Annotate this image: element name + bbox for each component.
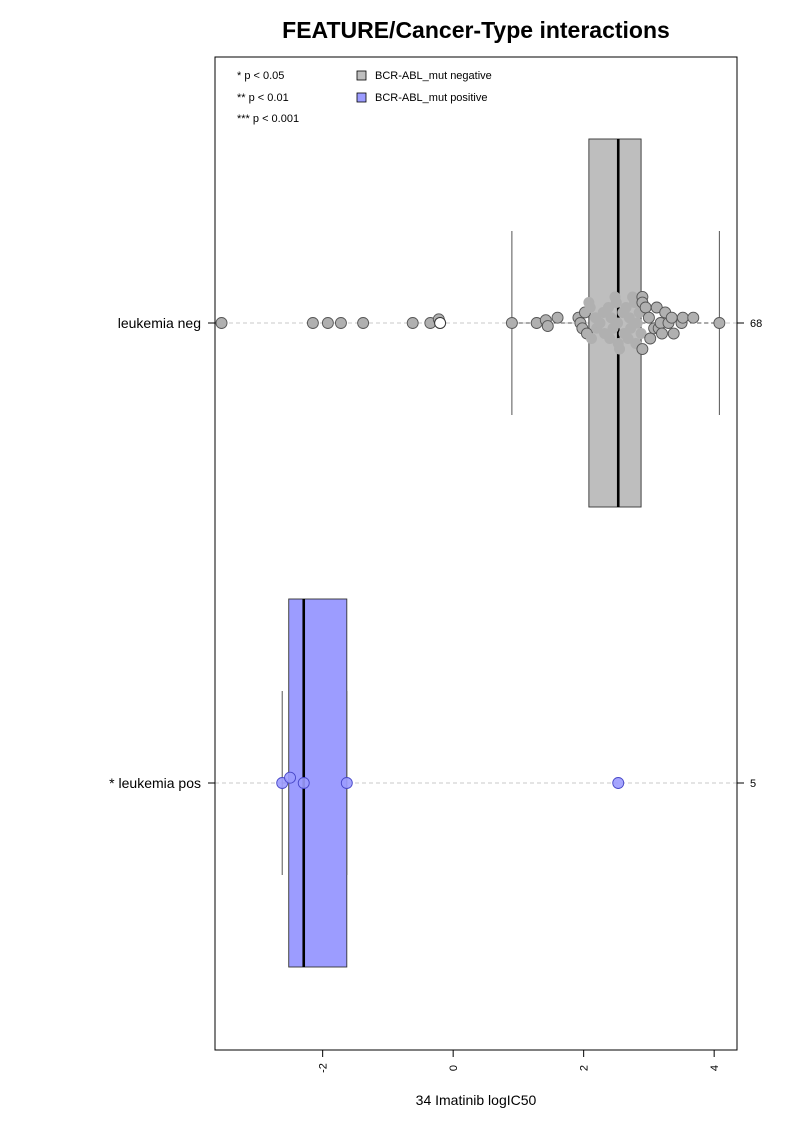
legend-label-positive: BCR-ABL_mut positive bbox=[375, 92, 488, 104]
data-point-positive bbox=[285, 772, 296, 783]
x-tick-label: -2 bbox=[317, 1063, 330, 1073]
data-point-negative bbox=[358, 318, 369, 329]
data-point-negative bbox=[216, 318, 227, 329]
data-point-negative bbox=[668, 328, 679, 339]
data-point-negative bbox=[322, 318, 333, 329]
x-tick-label: 0 bbox=[448, 1064, 461, 1072]
data-point-negative bbox=[632, 318, 643, 329]
data-point-negative bbox=[583, 297, 594, 308]
significance-legend bbox=[237, 70, 299, 125]
x-axis-label: 34 Imatinib logIC50 bbox=[415, 1092, 537, 1108]
data-point-negative bbox=[407, 318, 418, 329]
row-count-negative: 68 bbox=[750, 318, 763, 330]
row-label-negative: leukemia neg bbox=[117, 315, 201, 331]
x-tick-label: 4 bbox=[709, 1064, 722, 1072]
data-point-negative bbox=[688, 312, 699, 323]
data-point-positive bbox=[341, 778, 352, 789]
x-tick-label: 2 bbox=[578, 1064, 591, 1072]
sig-legend-item: *** p < 0.001 bbox=[237, 113, 300, 125]
data-point-negative bbox=[307, 318, 318, 329]
data-point-negative bbox=[594, 318, 605, 329]
data-point-negative bbox=[645, 333, 656, 344]
data-point-negative bbox=[612, 318, 623, 329]
data-point-negative bbox=[611, 297, 622, 308]
row-label-positive: * leukemia pos bbox=[109, 775, 201, 791]
box-positive bbox=[289, 599, 347, 967]
legend bbox=[357, 70, 492, 104]
legend-swatch-positive bbox=[357, 93, 366, 102]
sig-legend-item: * p < 0.05 bbox=[237, 70, 285, 82]
data-point-positive bbox=[613, 778, 624, 789]
data-point-negative bbox=[656, 328, 667, 339]
row-count-positive: 5 bbox=[750, 778, 757, 790]
legend-swatch-negative bbox=[357, 71, 366, 80]
data-point-negative bbox=[637, 344, 648, 355]
data-point-negative bbox=[552, 312, 563, 323]
data-point-negative bbox=[435, 318, 446, 329]
data-point-negative bbox=[643, 312, 654, 323]
legend-label-negative: BCR-ABL_mut negative bbox=[375, 70, 492, 82]
data-point-negative bbox=[335, 318, 346, 329]
data-point-negative bbox=[666, 312, 677, 323]
chart-title: FEATURE/Cancer-Type interactions bbox=[282, 17, 670, 43]
data-point-negative bbox=[614, 344, 625, 355]
data-point-negative bbox=[714, 318, 725, 329]
sig-legend-item: ** p < 0.01 bbox=[237, 92, 289, 104]
data-point-negative bbox=[506, 318, 517, 329]
data-point-negative bbox=[677, 312, 688, 323]
data-point-negative bbox=[542, 321, 553, 332]
data-point-positive bbox=[298, 778, 309, 789]
data-point-negative bbox=[640, 302, 651, 313]
data-point-negative bbox=[586, 333, 597, 344]
